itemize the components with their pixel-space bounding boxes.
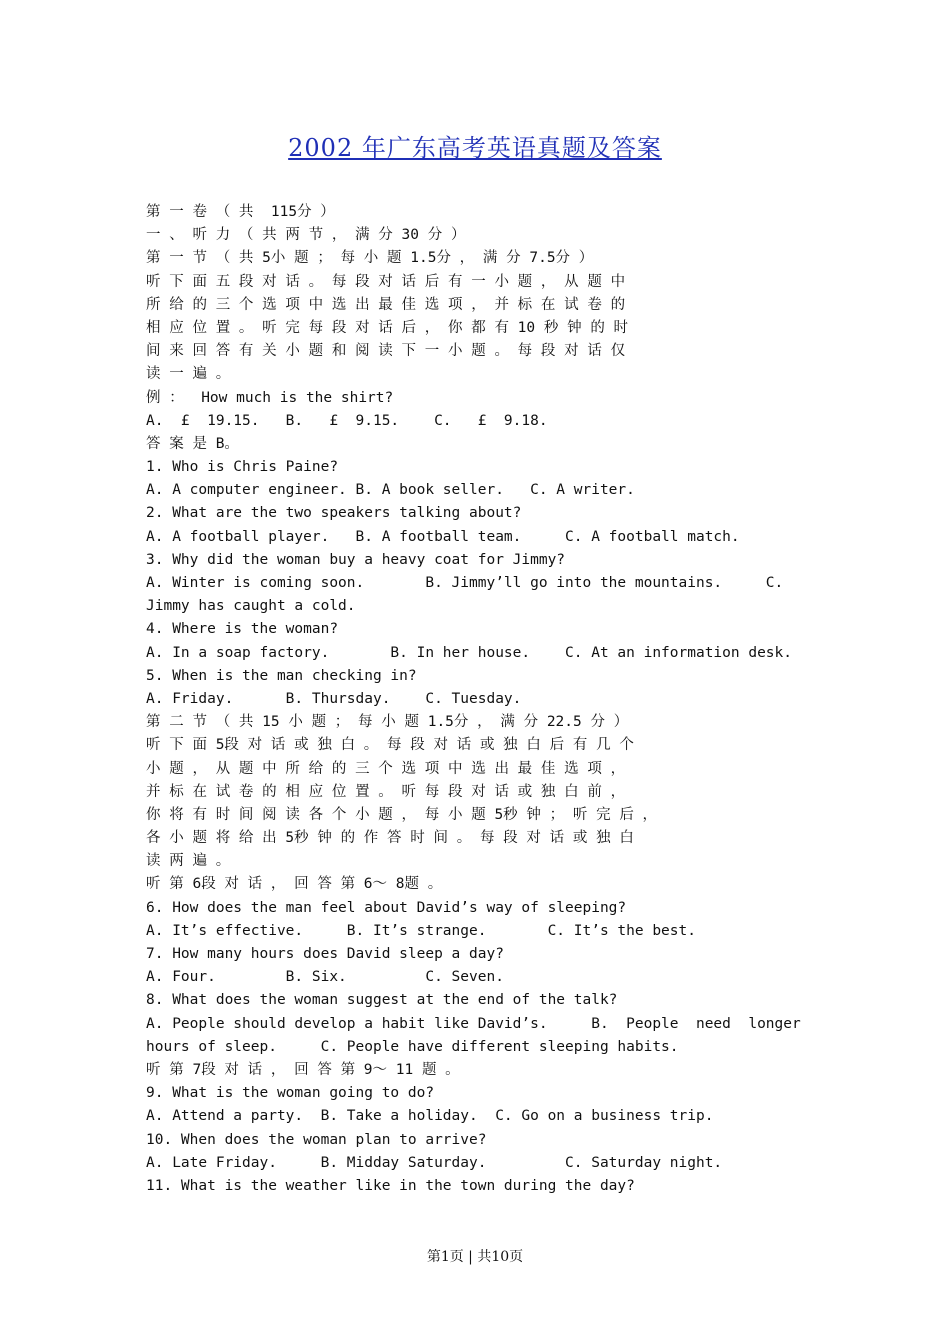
text-line: 第 一 卷 （ 共 115分 ） [146,204,335,220]
text-line: 小 题 ， 从 题 中 所 给 的 三 个 选 项 中 选 出 最 佳 选 项 ， [146,760,626,777]
text-line: A. A computer engineer. B. A book seller. C. A writer. [146,482,635,499]
text-line: 听 第 6段 对 话 ， 回 答 第 6～ 8题 。 [146,876,443,893]
text-line: 听 下 面 五 段 对 话 。 每 段 对 话 后 有 一 小 题 ， 从 题 中 [146,273,626,290]
text-line: 7. How many hours does David sleep a day? [146,946,504,962]
text-line: A. £ 19.15. B. £ 9.15. C. £ 9.18. [146,412,548,429]
text-line: 间 来 回 答 有 关 小 题 和 阅 读 下 一 小 题 。 每 段 对 话 仅 [146,343,626,360]
text-line: 答 案 是 B。 [146,435,239,452]
text-line: A. Four. B. Six. C. Seven. [146,969,504,986]
text-line: A. A football player. B. A football team. C. A football match. [146,528,740,545]
text-line: 听 第 7段 对 话 ， 回 答 第 9～ 11 题 。 [146,1061,460,1078]
text-line: 3. Why did the woman buy a heavy coat for Jimmy? [146,551,566,568]
text-line: 例 ： How much is the shirt? [146,389,394,406]
text-line: A. Winter is coming soon. B. Jimmy’ll go into the mountains. C. [146,575,784,591]
text-line: 第 一 节 （ 共 5小 题 ； 每 小 题 1.5分 ， 满 分 7.5分 ） [146,250,594,267]
text-line: 1. Who is Chris Paine? [146,459,339,476]
text-line: 各 小 题 将 给 出 5秒 钟 的 作 答 时 间 。 每 段 对 话 或 独 白 [146,830,634,847]
document-title[interactable]: 2002 年广东高考英语真题及答案 [288,134,662,162]
text-line: 8. What does the woman suggest at the end of the talk? [146,992,618,1009]
text-line: 听 下 面 5段 对 话 或 独 白 。 每 段 对 话 或 独 白 后 有 几 个 [146,737,634,754]
text-line: 4. Where is the woman? [146,621,339,638]
text-line: 读 一 遍 。 [146,366,231,383]
text-line: 10. When does the woman plan to arrive? [146,1131,487,1148]
text-line: A. People should develop a habit like David’s. B. People need longer [146,1015,801,1032]
text-line: 一 、 听 力 （ 共 两 节 ， 满 分 30 分 ） [146,227,466,244]
text-line: 你 将 有 时 间 阅 读 各 个 小 题 ， 每 小 题 5秒 钟 ； 听 完 后 ， [146,806,658,823]
text-line: A. Attend a party. B. Take a holiday. C. Go on a business trip. [146,1108,714,1125]
text-line: A. Late Friday. B. Midday Saturday. C. Saturday night. [146,1154,723,1171]
text-line: 相 应 位 置 。 听 完 每 段 对 话 后 ， 你 都 有 10 秒 钟 的 时 [146,319,629,336]
text-line: Jimmy has caught a cold. [146,598,356,615]
text-line: A. In a soap factory. B. In her house. C. At an information desk. [146,644,793,661]
text-line: hours of sleep. C. People have different sleeping habits. [146,1038,679,1055]
text-line: 并 标 在 试 卷 的 相 应 位 置 。 听 每 段 对 话 或 独 白 前 ， [146,783,626,800]
text-line: 第 二 节 （ 共 15 小 题 ； 每 小 题 1.5分 ， 满 分 22.5 分 ） [146,714,629,731]
text-line: 9. What is the woman going to do? [146,1085,435,1102]
text-line: 5. When is the man checking in? [146,667,417,684]
page-footer: 第1页 | 共10页 [426,1249,524,1265]
text-line: A. It’s effective. B. It’s strange. C. It’s the best. [146,922,696,939]
text-line: 6. How does the man feel about David’s way of sleeping? [146,899,627,916]
text-line: 11. What is the weather like in the town during the day? [146,1177,635,1194]
text-line: 2. What are the two speakers talking about? [146,505,522,522]
text-line: A. Friday. B. Thursday. C. Tuesday. [146,690,522,707]
document-body [146,201,816,1198]
text-line: 所 给 的 三 个 选 项 中 选 出 最 佳 选 项 ， 并 标 在 试 卷 的 [146,296,626,313]
text-line: 读 两 遍 。 [146,853,231,870]
